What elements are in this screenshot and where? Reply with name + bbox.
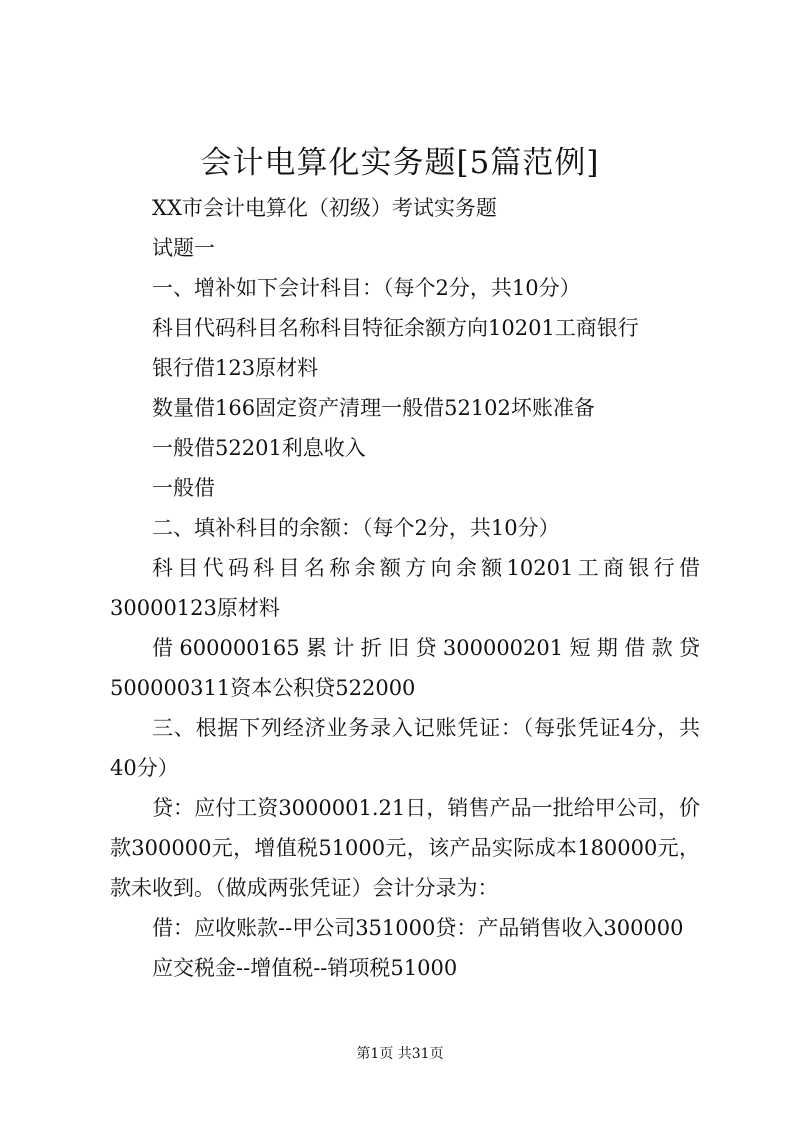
paragraph: 一般借52201利息收入 <box>152 436 366 460</box>
document-title: 会计电算化实务题[5篇范例] <box>200 145 600 181</box>
paragraph: 借600000165累计折旧贷300000201短期借款贷500000311资本公积贷522000 <box>110 636 700 700</box>
paragraph: XX市会计电算化（初级）考试实务题 <box>152 196 497 220</box>
paragraph: 试题一 <box>152 236 215 260</box>
paragraph: 一般借 <box>152 476 215 500</box>
paragraph: 科目代码科目名称余额方向余额10201工商银行借30000123原材料 <box>110 556 700 620</box>
paragraph: 贷：应付工资3000001.21日，销售产品一批给甲公司，价款300000元，增值税51000元，该产品实际成本180000元，款未收到。（做成两张凭证）会计分录为： <box>110 796 700 900</box>
page-number-footer: 第1页 共31页 <box>356 1046 444 1062</box>
paragraph: 应交税金--增值税--销项税51000 <box>152 956 458 980</box>
paragraph: 三、根据下列经济业务录入记账凭证：（每张凭证4分，共40分） <box>110 716 700 780</box>
paragraph: 数量借166固定资产清理一般借52102坏账准备 <box>152 396 595 420</box>
paragraph: 一、增补如下会计科目：（每个2分，共10分） <box>152 276 581 300</box>
paragraph: 二、填补科目的余额：（每个2分，共10分） <box>152 516 560 540</box>
document-body <box>110 188 700 988</box>
paragraph: 银行借123原材料 <box>152 356 319 380</box>
paragraph: 借：应收账款--甲公司351000贷：产品销售收入300000 <box>152 916 684 940</box>
paragraph: 科目代码科目名称科目特征余额方向10201工商银行 <box>152 316 639 340</box>
